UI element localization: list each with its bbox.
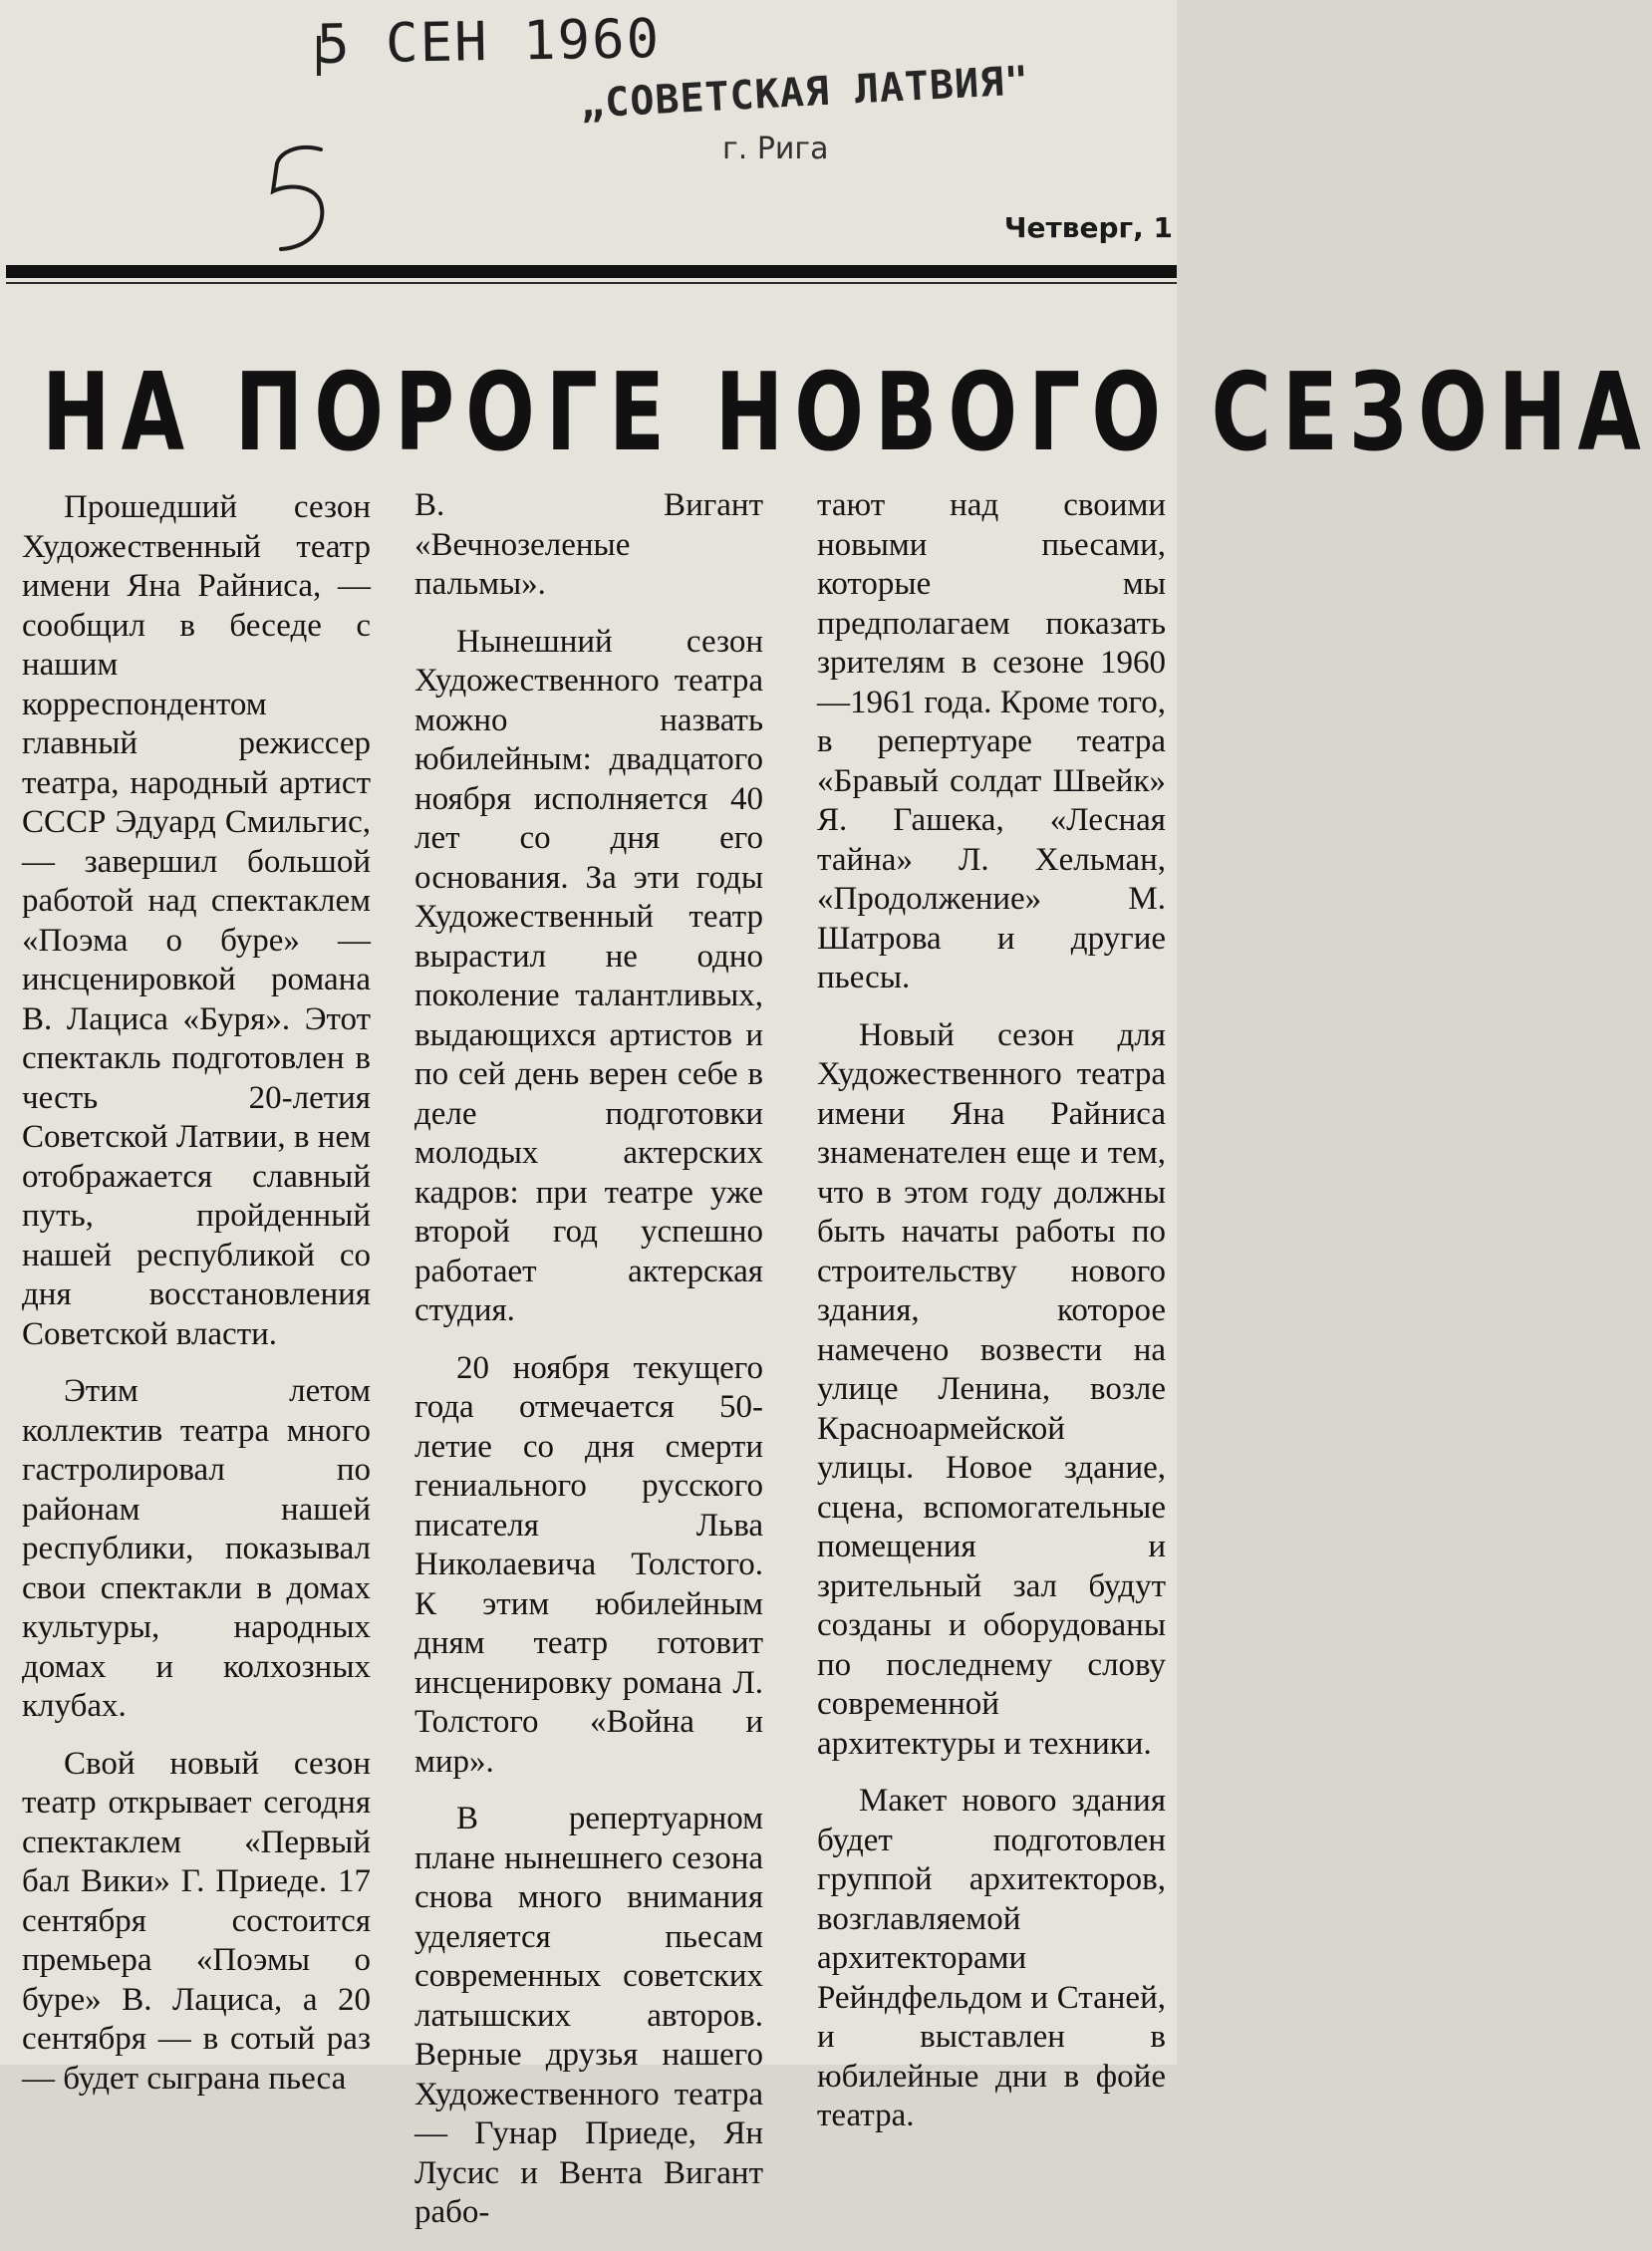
article-column-3 bbox=[817, 486, 1166, 2154]
masthead-rule bbox=[6, 265, 1177, 278]
article-paragraph: Нынешний сезон Художественного театра можно назвать юбилейным: двадцатого ноября исполняется 40 лет со дня его основания. За эти годы Художественный театр вырастил не одно поколение талантливых, выдающихся артистов и по сей день верен себе в деле подготовки молодых актерских кадров: при театре уже второй год успешно работает актерская студия. bbox=[414, 623, 763, 1328]
article-paragraph: 20 ноября текущего года отмечается 50-летие со дня смерти гениального русского писателя Льва Николаевича Толстого. К этим юбилейным дням театр готовит инсценировку романа Л. Толстого «Война и мир». bbox=[414, 1349, 763, 1780]
date-stamp: 5 СЕН 1960 bbox=[316, 6, 662, 77]
handwritten-mark-icon bbox=[259, 140, 359, 269]
newspaper-name-stamp: „СОВЕТСКАЯ ЛАТВИЯ" bbox=[579, 58, 1031, 128]
article-paragraph: В. Вигант «Вечнозеленые пальмы». bbox=[414, 487, 763, 602]
issue-day-line: Четверг, 1 bbox=[1003, 211, 1173, 244]
article-paragraph: Свой новый сезон театр открывает сегодня спектаклем «Первый бал Вики» Г. Приеде. 17 сентября состоится премьера «Поэмы о буре» В. Лациса, а 20 сентября — в сотый раз — будет сыграна пьеса bbox=[22, 1745, 371, 2097]
masthead-rule-thin bbox=[6, 282, 1177, 284]
article-paragraph: В репертуарном плане нынешнего сезона снова много внимания уделяется пьесам современных советских латышских авторов. Верные друзья нашего Художественного театра — Гунар Приеде, Ян Лусис и Вента Вигант рабо- bbox=[414, 1801, 763, 2230]
city-stamp: г. Рига bbox=[722, 132, 829, 166]
article-column-1 bbox=[22, 488, 371, 2116]
article-paragraph: Прошедший сезон Художественный театр имени Яна Райниса, — сообщил в беседе с нашим корреспондентом главный режиссер театра, народный артист СССР Эдуард Смильгис, — завершил большой работой над спектаклем «Поэма о буре» — инсценировкой романа В. Лациса «Буря». Этот спектакль подготовлен в честь 20-летия Советской Латвии, в нем отображается славный путь, пройденный нашей республикой со дня восстановления Советской власти. bbox=[22, 489, 371, 1352]
article-paragraph: Этим летом коллектив театра много гастролировал по районам нашей республики, показывал свои спектакли в домах культуры, народных домах и колхозных клубах. bbox=[22, 1373, 371, 1724]
article-paragraph: Макет нового здания будет подготовлен группой архитекторов, возглавляемой архитекторами Рейндфельдом и Станей, и выставлен в юбилейные дни в фойе театра. bbox=[817, 1783, 1166, 2133]
article-column-2 bbox=[414, 486, 763, 2251]
article-paragraph: Новый сезон для Художественного театра имени Яна Райниса знаменателен еще и тем, что в этом году должны быть начаты работы по строительству нового здания, которое намечено возвести на улице Ленина, возле Красноармейской улицы. Новое здание, сцена, вспомогательные помещения и зрительный зал будут созданы и оборудованы по последнему слову современной архитектуры и техники. bbox=[817, 1016, 1166, 1762]
article-headline: НА ПОРОГЕ НОВОГО СЕЗОНА bbox=[42, 351, 1652, 476]
article-paragraph: тают над своими новыми пьесами, которые мы предполагаем показать зрителям в сезоне 1960—1961 года. Кроме того, в репертуаре театра «Бравый солдат Швейк» Я. Гашека, «Лесная тайна» Л. Хельман, «Продолжение» М. Шатрова и другие пьесы. bbox=[817, 487, 1166, 995]
